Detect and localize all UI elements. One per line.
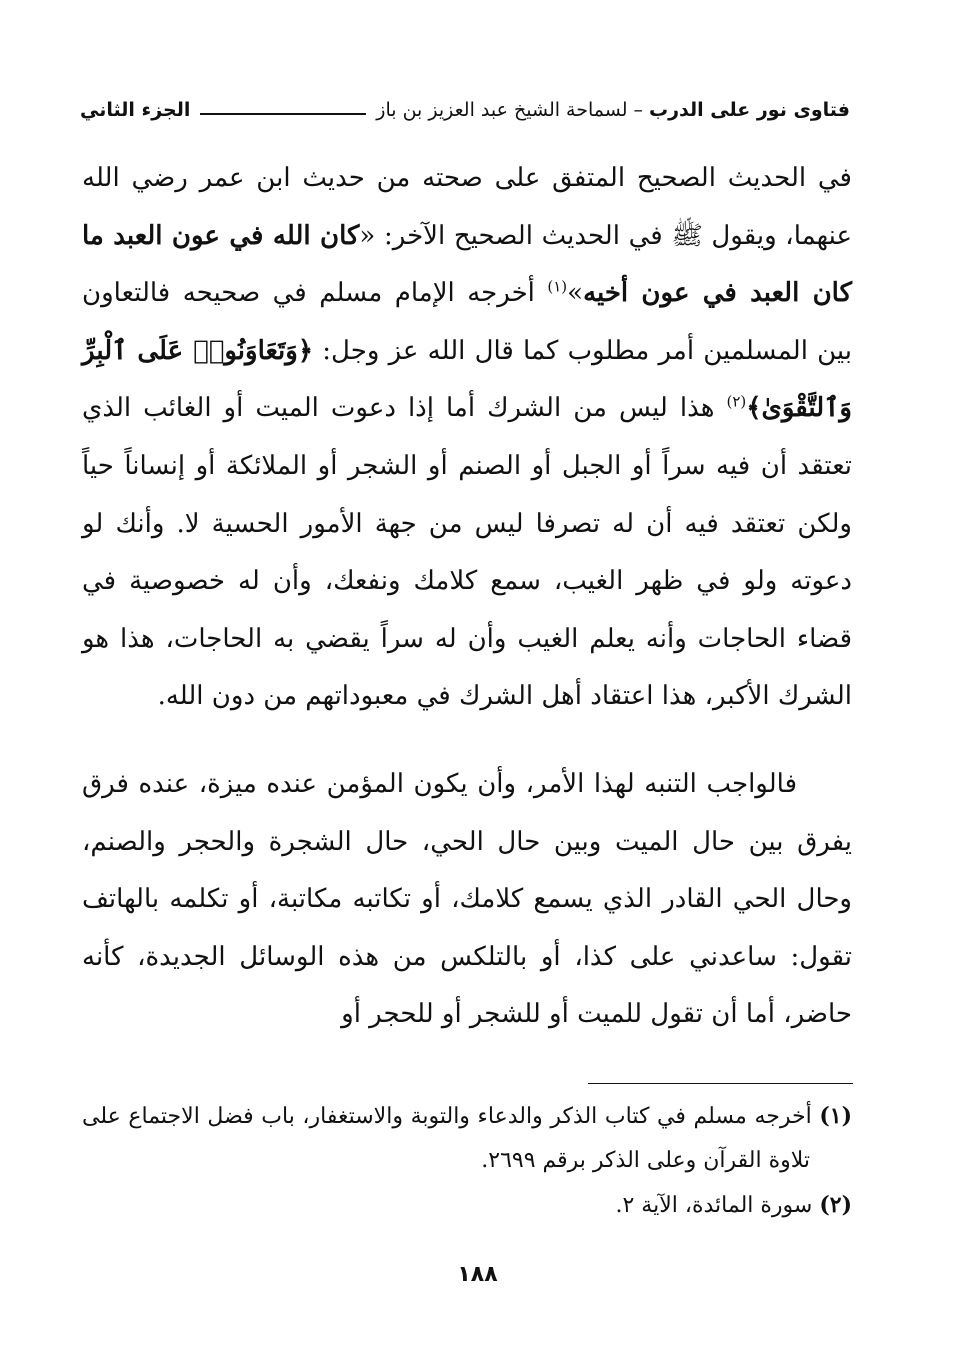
paragraph-2: فالواجب التنبه لهذا الأمر، وأن يكون المؤمن عنده ميزة، عنده فرق يفرق بين حال الميت وبين حال الحي، حال الشجرة والحجر والصنم، وحال الحي القادر الذي يسمع كلامك، أو تكاتبه مكاتبة، أو تكلمه بالهاتف تقول: ساعدني على كذا، أو بالتلكس من هذه الوسائل الجديدة، كأنه حاضر، أما أن تقول للميت أو للشجر أو للحجر أو	[82, 768, 852, 1030]
part-label: الجزء الثاني	[80, 99, 191, 121]
page-number: ١٨٨	[457, 1262, 498, 1287]
footnote-number: (٢)	[819, 1192, 852, 1218]
quran-verse: ﴿وَتَعَاوَنُوا۟ عَلَى ٱلْبِرِّ وَٱلتَّقْوَىٰ﴾	[82, 335, 852, 424]
book-title: فتاوى نور على الدرب	[649, 99, 850, 121]
paragraph-1-text-b: أخرجه الإمام مسلم في صحيحه فالتعاون بين المسلمين أمر مطلوب كما قال الله عز وجل:	[82, 278, 853, 366]
main-text	[82, 150, 852, 1044]
footnote-rule	[588, 1083, 853, 1084]
footnotes	[82, 1094, 852, 1228]
paragraph-1	[82, 150, 852, 726]
paragraph-1-text-c: هذا ليس من الشرك أما إذا دعوت الميت أو الغائب الذي تعتقد أن فيه سراً أو الجبل أو الصنم أو الشجر أو الملائكة أو إنساناً حياً ولكن تعتقد فيه أن له تصرفا ليس من جهة الأمور الحسية لا. وأنك لو دعوته ولو في ظهر الغيب، سمع كلامك ونفعك، وأن له خصوصية في قضاء الحاجات وأنه يعلم الغيب وأن له سراً يقضي به الحاجات، هذا هو الشرك الأكبر، هذا اعتقاد أهل الشرك في معبوداتهم من دون الله.	[82, 393, 852, 712]
footnote-text: أخرجه مسلم في كتاب الذكر والدعاء والتوبة والاستغفار، باب فضل الاجتماع على تلاوة القرآن وعلى الذكر برقم ٢٦٩٩.	[82, 1104, 812, 1173]
footnote-2	[82, 1183, 852, 1228]
footnote-ref-2[interactable]: (٢)	[726, 392, 747, 411]
hadith-quote: كان الله في عون العبد ما كان العبد في عون أخيه	[82, 220, 852, 309]
header-separator: –	[633, 99, 643, 121]
running-header	[80, 92, 850, 128]
sheikh-name: لسماحة الشيخ عبد العزيز بن باز	[376, 99, 628, 121]
footnote-ref-1[interactable]: (١)	[547, 277, 568, 296]
footnote-text: سورة المائدة، الآية ٢.	[615, 1193, 813, 1218]
footnote-1	[82, 1094, 852, 1183]
paragraph-1-text-a: في الحديث الصحيح المتفق على صحته من حديث ابن عمر رضي الله عنهما، ويقول ﷺ في الحديث الصحيح الآخر: «	[82, 163, 852, 251]
header-rule	[200, 113, 366, 115]
quote-close: »	[567, 278, 584, 309]
footnote-number: (١)	[819, 1103, 852, 1129]
